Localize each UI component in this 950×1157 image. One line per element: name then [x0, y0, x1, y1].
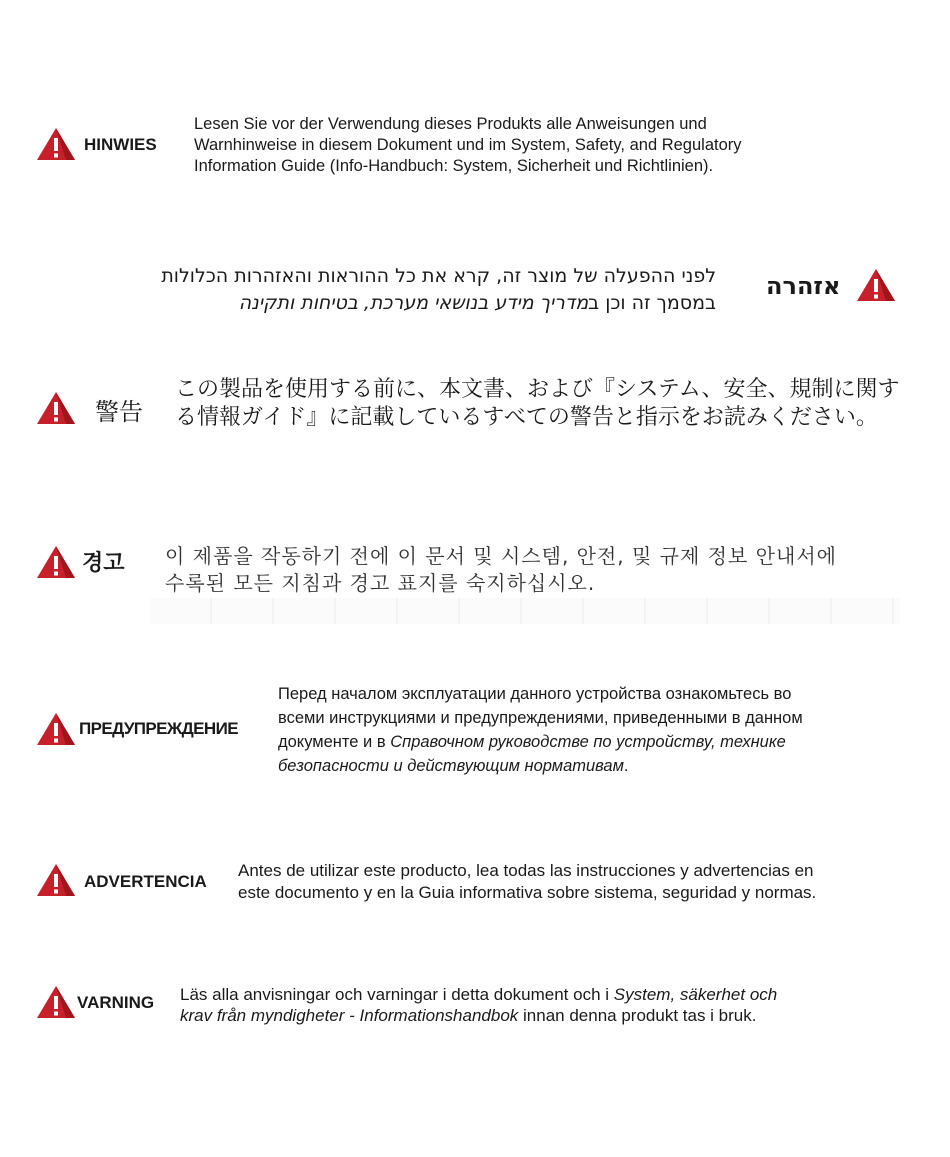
notice-line: este documento y en la Guia informativa sobre sistema, seguridad y normas.	[238, 883, 817, 902]
warning-triangle-icon	[36, 545, 76, 579]
notice-line: この製品を使用する前に、本文書、および『システム、安全、規制に関す	[175, 377, 900, 402]
notice-label-sv: VARNING	[77, 993, 155, 1012]
notice-line-part: במסמך זה וכן ב	[588, 292, 716, 314]
notice-line: る情報ガイド』に記載しているすべての警告と指示をお読みください。	[175, 405, 878, 430]
notice-text-de	[194, 114, 742, 177]
notice-line: всеми инструкциями и предупреждениями, приведенными в данном	[278, 709, 803, 727]
notice-line: Antes de utilizar este producto, lea todas las instrucciones y advertencias en	[238, 861, 814, 880]
warning-triangle-icon	[36, 127, 76, 161]
notice-line-part: innan denna produkt tas i bruk.	[518, 1006, 757, 1025]
guide-title: Справочном руководстве по устройству, технике	[390, 733, 786, 751]
scan-artifact	[150, 598, 900, 624]
notice-text-he	[161, 263, 716, 317]
notice-text-sv	[180, 984, 777, 1026]
notice-line: Warnhinweise in diesem Dokument und im System, Safety, and Regulatory	[194, 136, 742, 154]
warning-triangle-icon	[36, 863, 76, 897]
notice-text-ko	[165, 543, 837, 597]
notice-line: Lesen Sie vor der Verwendung dieses Produkts alle Anweisungen und	[194, 115, 707, 133]
notice-line	[180, 984, 777, 1005]
notice-label-ko: 경고	[82, 551, 125, 576]
notice-text-ru	[278, 682, 803, 778]
guide-title: krav från myndigheter - Informationshandbok	[180, 1006, 519, 1025]
warning-triangle-icon	[856, 268, 896, 302]
notice-line: 이 제품을 작동하기 전에 이 문서 및 시스템, 안전, 및 규제 정보 안내서에	[165, 544, 837, 568]
notice-line-part: .	[623, 757, 629, 775]
notice-line	[180, 1005, 777, 1026]
notice-line: Information Guide (Info-Handbuch: System, Sicherheit und Richtlinien).	[194, 157, 714, 175]
notice-label-ru: ПРЕДУПРЕЖДЕНИЕ	[79, 719, 238, 738]
notice-line: 수록된 모든 지침과 경고 표지를 숙지하십시오.	[165, 571, 596, 595]
notice-line-part: Läs alla anvisningar och varningar i detta dokument och i	[180, 985, 614, 1004]
guide-title: מדריך מידע בנושאי מערכת, בטיחות ותקינה	[238, 292, 589, 314]
warning-triangle-icon	[36, 712, 76, 746]
notice-label-he: אזהרה	[766, 272, 841, 300]
guide-title: безопасности и действующим нормативам	[278, 757, 624, 775]
notice-line: Перед началом эксплуатации данного устройства ознакомьтесь во	[278, 685, 792, 703]
warning-triangle-icon	[36, 985, 76, 1019]
notice-line: לפני ההפעלה של מוצר זה, קרא את כל ההוראות והאזהרות הכלולות	[161, 265, 716, 287]
warning-triangle-icon	[36, 391, 76, 425]
notice-label-ja: 警告	[95, 398, 143, 426]
notice-line	[278, 730, 803, 754]
notice-line-part: документе и в	[278, 733, 391, 751]
guide-title: System, säkerhet och	[613, 985, 778, 1004]
notice-line	[161, 290, 716, 317]
notice-label-es: ADVERTENCIA	[84, 872, 207, 891]
notice-label-de: HINWIES	[84, 135, 157, 154]
notice-text-es	[238, 860, 816, 904]
notice-line	[278, 754, 803, 778]
notice-text-ja	[175, 376, 899, 432]
